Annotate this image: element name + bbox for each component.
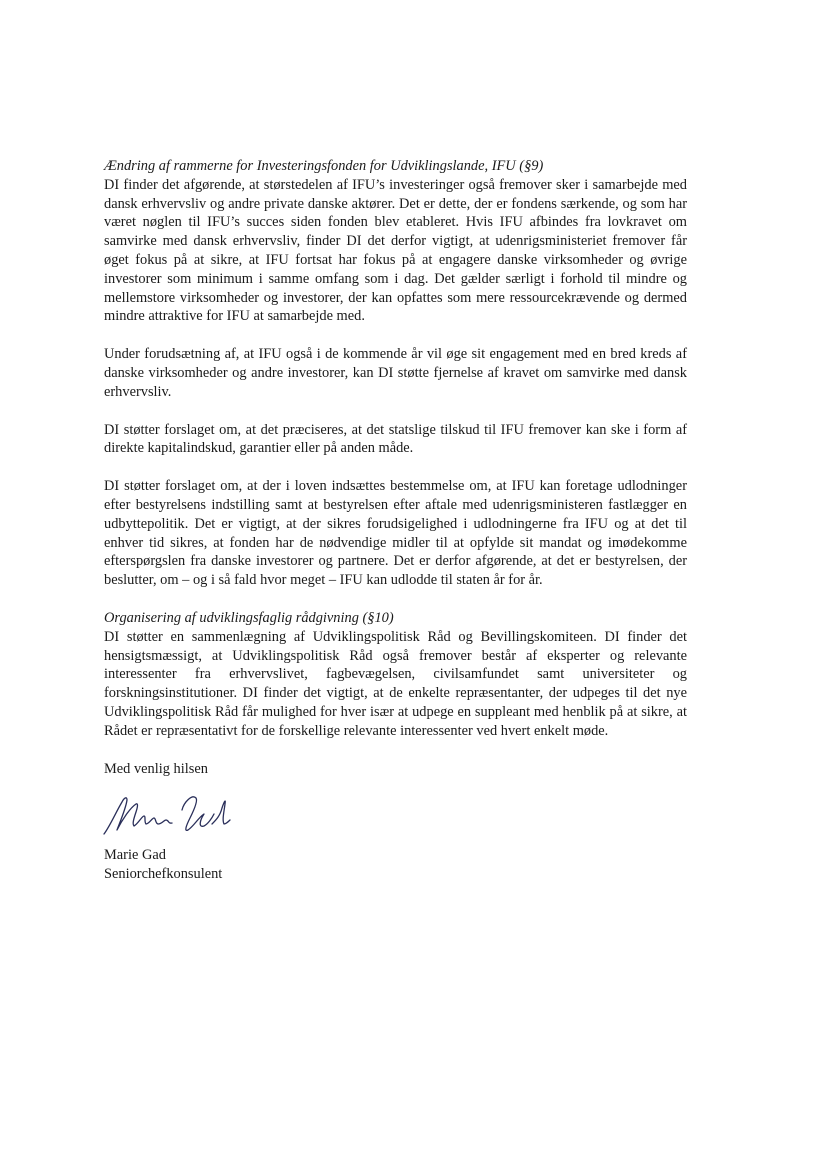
paragraph-ifu-forudsaetning: Under forudsætning af, at IFU også i de kommende år vil øge sit engagement med en bred kreds af danske virksomheder og andre investorer, kan DI støtte fjernelse af kravet om samvirke med dansk erhvervsliv.: [104, 346, 687, 400]
closing-greeting: Med venlig hilsen: [104, 760, 208, 777]
signer-title: Seniorchefkonsulent: [104, 866, 223, 883]
section-ifu: [104, 157, 687, 590]
signer-name: Marie Gad: [104, 847, 166, 864]
paragraph-raadgivning: DI støtter en sammenlægning af Udviklingspolitisk Råd og Bevillingskomiteen. DI finder det hensigtsmæssigt, at Udviklingspolitisk Råd også fremover består af eksperter og relevante interessenter fra erhvervslivet, fagbevægelsen, civilsamfundet samt universiteter og forskningsinstitutioner. DI finder det vigtigt, at de enkelte repræsentanter, der udpeges til det nye Udviklingspolitisk Råd får mulighed for hver især at udpege en suppleant med henblik på at sikre, at Rådet er repræsentativt for de forskellige relevante interessenter ved hvert enkelt møde.: [104, 628, 687, 739]
handwritten-signature: [100, 788, 240, 840]
paragraph-ifu-tilskud: DI støtter forslaget om, at det præciseres, at det statslige tilskud til IFU fremover kan ske i form af direkte kapitalindskud, garantier eller på anden måde.: [104, 421, 687, 457]
section-heading-ifu: Ændring af rammerne for Investeringsfonden for Udviklingslande, IFU (§9): [104, 158, 544, 174]
section-heading-raadgivning: Organisering af udviklingsfaglig rådgivning (§10): [104, 609, 394, 626]
letter-body: [104, 157, 687, 884]
paragraph-ifu-samvirke: DI finder det afgørende, at størstedelen af IFU’s investeringer også fremover sker i samarbejde med dansk erhvervsliv og andre private danske aktører. Det er dette, der er fondens særkende, og som har været nøglen til IFU’s succes siden fonden blev etableret. Hvis IFU afbindes fra lovkravet om samvirke med dansk erhvervsliv, finder DI det derfor vigtigt, at udenrigsministeriet fremover får øget fokus på at sikre, at IFU fortsat har fokus på at engagere danske virksomheder og øvrige investorer som minimum i samme omfang som i dag. Det gælder særligt i forhold til mindre og mellemstore virksomheder og investorer, der kan opfattes som mere ressourcekrævende og dermed mindre attraktive for IFU at samarbejde med.: [104, 176, 687, 325]
section-raadgivning: [104, 609, 687, 741]
paragraph-ifu-udlodninger: DI støtter forslaget om, at der i loven indsættes bestemmelse om, at IFU kan foretage udlodninger efter bestyrelsens indstilling samt at bestyrelsen efter aftale med udenrigsministeren fastlægger en udbyttepolitik. Det er vigtigt, at der sikres forudsigelighed i udlodningerne fra IFU og at det til enhver tid sikres, at fonden har de nødvendige midler til at opfylde sit mandat og imødekomme efterspørgslen fra danske investorer og partnere. Det er derfor afgørende, at det er bestyrelsen, der beslutter, om – og i så fald hvor meget – IFU kan udlodde til staten år for år.: [104, 478, 687, 589]
